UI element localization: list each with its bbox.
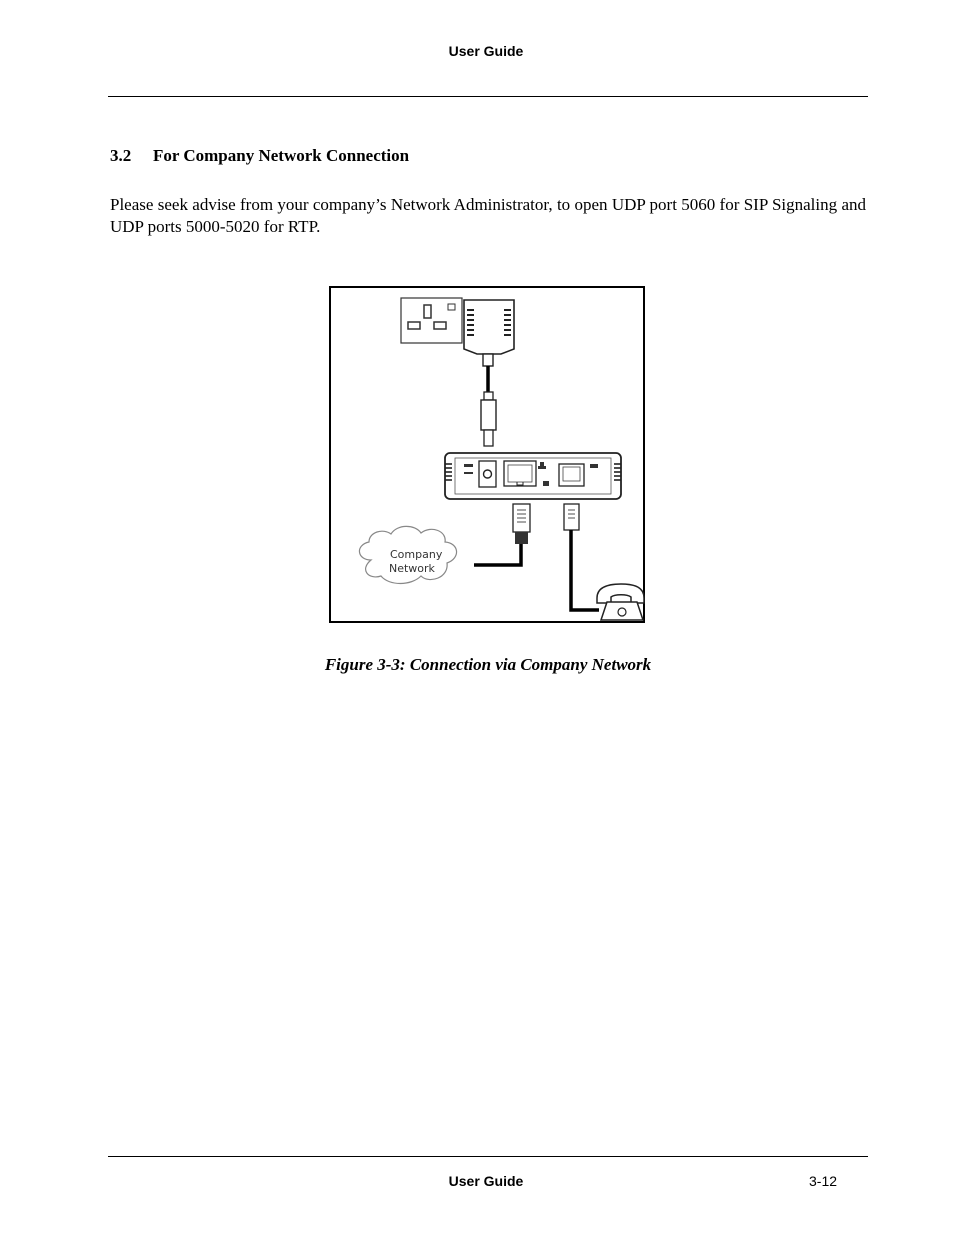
page-number: 3-12 xyxy=(809,1173,838,1189)
header-rule xyxy=(108,96,868,97)
ethernet-plug-icon xyxy=(513,504,530,544)
footer-title: User Guide xyxy=(448,1173,524,1189)
connection-diagram xyxy=(331,288,647,625)
phone-plug-icon xyxy=(564,504,579,530)
wall-socket-icon xyxy=(401,298,462,343)
section-body-text: Please seek advise from your company’s Network Administrator, to open UDP port 5060 for SIP Signaling and UDP ports 5000-5020 for RTP. xyxy=(110,195,866,236)
section-heading xyxy=(110,146,409,166)
cloud-label-line1: Company xyxy=(390,548,443,561)
figure-caption: Figure 3-3: Connection via Company Network xyxy=(324,655,652,674)
voip-adapter-device-icon xyxy=(445,453,621,499)
header-title: User Guide xyxy=(448,43,524,59)
cloud-label-line2: Network xyxy=(389,562,435,575)
section-title: For Company Network Connection xyxy=(153,146,410,165)
cloud-icon xyxy=(359,526,456,583)
dc-plug-icon xyxy=(481,392,496,446)
connection-diagram-figure xyxy=(329,286,645,623)
power-adapter-icon xyxy=(464,300,514,366)
section-number: 3.2 xyxy=(110,146,132,165)
telephone-icon xyxy=(597,584,644,620)
footer-rule xyxy=(108,1156,868,1157)
